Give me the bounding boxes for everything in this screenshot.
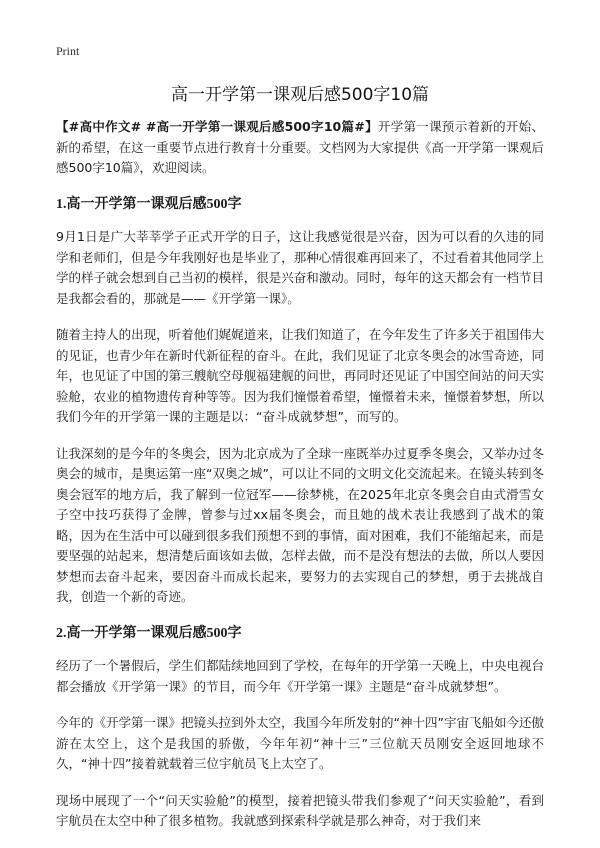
section-1-paragraph-1: 9月1日是广大莘莘学子正式开学的日子，这让我感觉很是兴奋，因为可以看的久违的同学和老师们，但是今年我刚好也是毕业了，那种心情很难再回来了，不过看着其他同学上学的样子就会想到自己当初的模样，很是兴奋和激动。同时，每年的这天都会有一档节目是我都会看的，那就是——《开学第一课》。	[56, 229, 544, 306]
page-title: 高一开学第一课观后感500字10篇	[170, 85, 430, 105]
section-heading-2: 2.高一开学第一课观后感500字	[56, 625, 242, 641]
intro-text: 开学第一课预示着新的开始、新的希望，在这一重要节点进行教育十分重要。文档网为大家提供《高一开学第一课观后感500字10篇》，欢迎阅读。	[56, 119, 544, 175]
section-1-paragraph-3: 让我深刻的是今年的冬奥会，因为北京成为了全球一座既举办过夏季冬奥会，又举办过冬奥会的城市，是奥运第一座“双奥之城”，可以让不同的文明文化交流起来。在镜头转到冬奥会冠军的地方后，我了解到一位冠军——徐梦桃，在2025年北京冬奥会自由式滑雪女子空中技巧获得了金牌，曾参与过xx届冬奥会，而且她的战术表让我感到了战术的策略，因为在生活中可以碰到很多我们预想不到的事情，面对困难，我们不能缩起来，而是要坚强的站起来，想清楚后面该如去做，怎样去做，而不是没有想法的去做，所以人要因梦想而去奋斗起来，要因奋斗而成长起来，要努力的去实现自己的梦想，勇于去挑战自我，创造一个新的奇迹。	[56, 445, 544, 604]
article-body	[56, 117, 544, 848]
section-heading-1: 1.高一开学第一课观后感500字	[56, 196, 242, 212]
section-1-paragraph-2: 随着主持人的出现，听着他们娓娓道来，让我们知道了，在今年发生了许多关于祖国伟大的见证，也青少年在新时代新征程的奋斗。在此，我们见证了北京冬奥会的冰雪奇迹，同年，也见证了中国的第三艘航空母舰福建舰的问世，再同时还见证了中国空间站的问天实验舱，农业的植物遗传育种等等。因为我们憧憬着希望，憧憬着未来，憧憬着梦想，所以我们今年的开学第一课的主题是以：“奋斗成就梦想”，而写的。	[56, 327, 544, 424]
intro-paragraph	[56, 117, 544, 179]
print-link[interactable]: Print	[56, 44, 80, 58]
section-2-paragraph-2: 今年的《开学第一课》把镜头拉到外太空，我国今年所发射的“神十四”宇宙飞船如今还傲游在太空上，这个是我国的骄傲，今年年初“神十三”三位航天员刚安全返回地球不久，“神十四”接着就载着三位宇航员飞上太空了。	[56, 715, 544, 771]
intro-tag: 【#高中作文# #高一开学第一课观后感500字10篇#】	[56, 119, 378, 134]
section-2-paragraph-1: 经历了一个暑假后，学生们都陆续地回到了学校，在每年的开学第一天晚上，中央电视台都会播放《开学第一课》的节目，而今年《开学第一课》主题是“奋斗成就梦想”。	[56, 658, 544, 694]
section-2-paragraph-3: 现场中展现了一个“问天实验舱”的模型，接着把镜头带我们参观了“问天实验舱”，看到宇航员在太空中种了很多植物。我就感到探索科学就是那么神奇，对于我们来	[56, 792, 544, 828]
